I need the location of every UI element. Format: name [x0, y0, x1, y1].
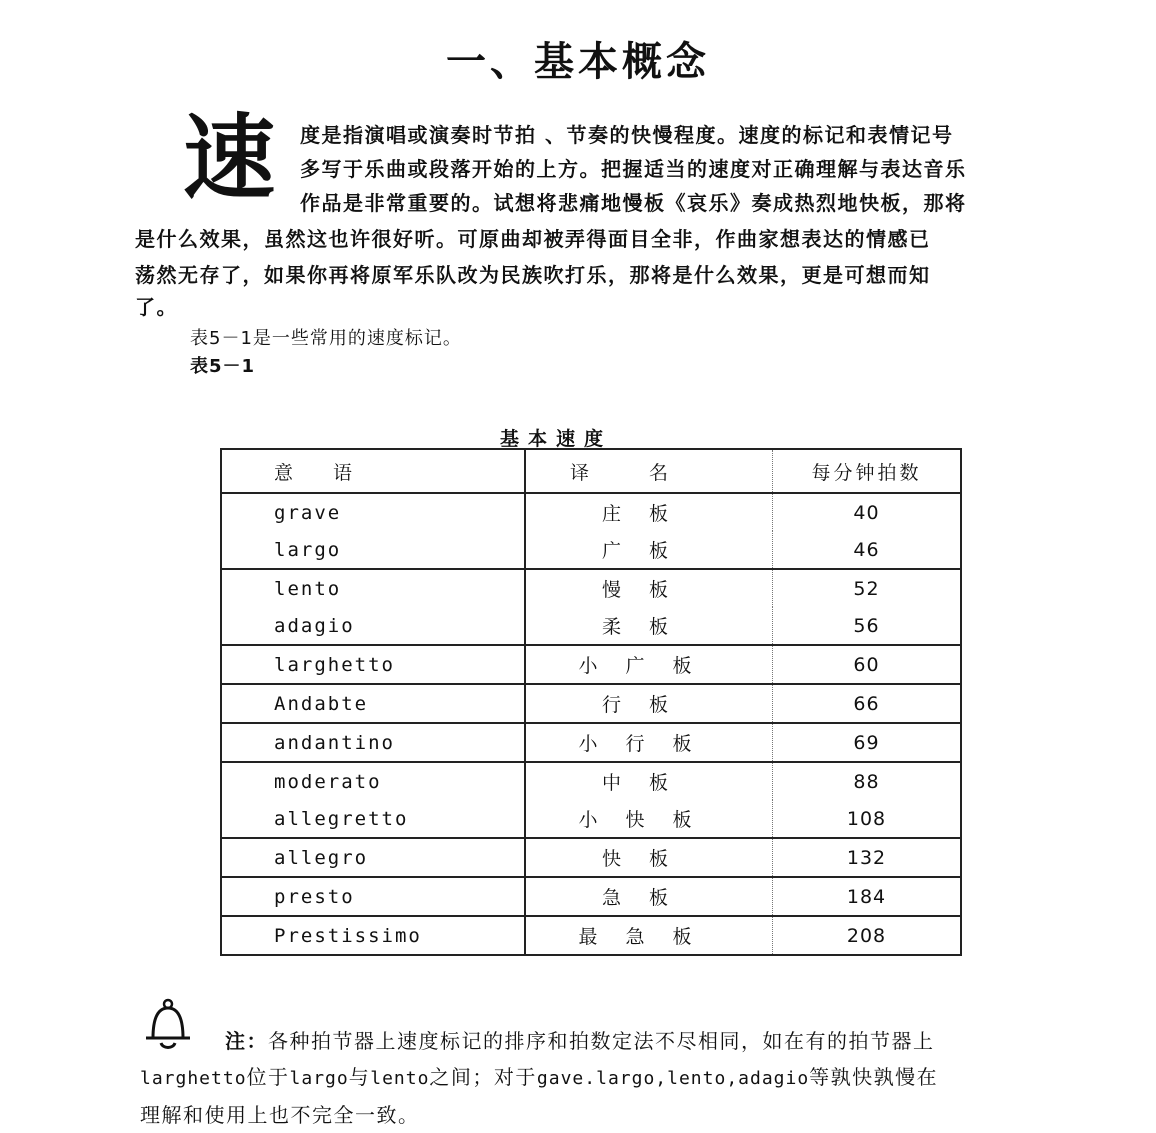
- table-row: [221, 800, 961, 838]
- table-header-row: [221, 449, 961, 493]
- cell-bpm: 40: [773, 493, 962, 531]
- header-term: 意语: [221, 449, 525, 493]
- cell-translation: 最急板: [525, 916, 773, 955]
- note-term-list: gave.largo,lento,adagio: [536, 1068, 810, 1089]
- tempo-table: [220, 448, 962, 956]
- intro-line-1: 度是指演唱或演奏时节拍 、节奏的快慢程度。速度的标记和表情记号: [300, 123, 954, 147]
- table-row: [221, 684, 961, 723]
- cell-term: Andabte: [221, 684, 525, 723]
- cell-bpm: 69: [773, 723, 962, 762]
- header-translation: 译名: [525, 449, 773, 493]
- cell-translation: 庄板: [525, 493, 773, 531]
- note-text-2a: 位于: [246, 1065, 290, 1089]
- cell-translation: 行板: [525, 684, 773, 723]
- note-line-1: [140, 1023, 1040, 1059]
- note-term-largo: largo: [289, 1068, 349, 1089]
- cell-translation: 柔板: [525, 607, 773, 645]
- cell-term: grave: [274, 501, 342, 524]
- cell-bpm: 132: [773, 838, 962, 877]
- table-row: [221, 762, 961, 800]
- note-term-larghetto: larghetto: [140, 1068, 247, 1089]
- cell-translation: 急板: [525, 877, 773, 916]
- cell-bpm: 184: [773, 877, 962, 916]
- table-intro-text: 表5－1是一些常用的速度标记。: [190, 328, 462, 349]
- cell-term: andantino: [221, 723, 525, 762]
- intro-line-5: 荡然无存了，如果你再将原军乐队改为民族吹打乐，那将是什么效果，更是可想而知: [135, 263, 931, 287]
- intro-line-6: 了。: [135, 295, 178, 319]
- cell-term: presto: [221, 877, 525, 916]
- cell-bpm: 208: [773, 916, 962, 955]
- cell-bpm: 56: [773, 607, 962, 645]
- table-row: [221, 607, 961, 645]
- table-row: [221, 723, 961, 762]
- cell-term: Prestissimo: [274, 924, 422, 947]
- cell-translation: 快板: [525, 838, 773, 877]
- cell-translation: 中板: [525, 762, 773, 800]
- cell-term: largo: [221, 531, 525, 569]
- table-caption: 基本速度: [500, 428, 613, 450]
- page-title: 一、基本概念: [446, 39, 710, 85]
- note-text-2c: 之间；对于: [429, 1065, 537, 1089]
- note-label: 注：: [225, 1029, 268, 1053]
- cell-term: lento: [274, 577, 342, 600]
- cell-bpm: 88: [773, 762, 962, 800]
- note-term-lento: lento: [370, 1068, 430, 1089]
- note-text-2d: 等孰快孰慢在: [809, 1065, 939, 1089]
- table-row: [221, 569, 961, 607]
- note-line-2: [140, 1059, 1040, 1097]
- intro-line-3: 作品是非常重要的。试想将悲痛地慢板《哀乐》奏成热烈地快板，那将: [300, 191, 967, 215]
- intro-line-2: 多写于乐曲或段落开始的上方。把握适当的速度对正确理解与表达音乐: [300, 157, 967, 181]
- cell-bpm: 66: [773, 684, 962, 723]
- cell-translation: 小快板: [525, 800, 773, 838]
- table-row: [221, 838, 961, 877]
- cell-translation: 慢板: [525, 569, 773, 607]
- cell-bpm: 52: [773, 569, 962, 607]
- table-row: [221, 493, 961, 531]
- cell-bpm: 46: [773, 531, 962, 569]
- note-line-3: 理解和使用上也不完全一致。: [140, 1103, 420, 1127]
- cell-term: allegro: [221, 838, 525, 877]
- table-row: [221, 531, 961, 569]
- cell-term: adagio: [221, 607, 525, 645]
- cell-term: allegretto: [221, 800, 525, 838]
- table-row: [221, 645, 961, 684]
- header-bpm: 每分钟拍数: [773, 449, 962, 493]
- table-row: [221, 916, 961, 955]
- table-label: 表5－1: [190, 356, 256, 377]
- note-text-2b: 与: [348, 1065, 371, 1089]
- note-text-1: 各种拍节器上速度标记的排序和拍数定法不尽相同，如在有的拍节器上: [268, 1029, 935, 1053]
- cell-translation: 小广板: [525, 645, 773, 684]
- cell-bpm: 108: [773, 800, 962, 838]
- drop-cap: 速: [183, 104, 276, 212]
- cell-translation: 小行板: [525, 723, 773, 762]
- cell-translation: 广板: [525, 531, 773, 569]
- cell-term: larghetto: [221, 645, 525, 684]
- intro-line-4: 是什么效果，虽然这也许很好听。可原曲却被弄得面目全非，作曲家想表达的情感已: [135, 227, 931, 251]
- note-block: [140, 1023, 1040, 1133]
- table-row: [221, 877, 961, 916]
- cell-term: moderato: [274, 770, 382, 793]
- cell-bpm: 60: [773, 645, 962, 684]
